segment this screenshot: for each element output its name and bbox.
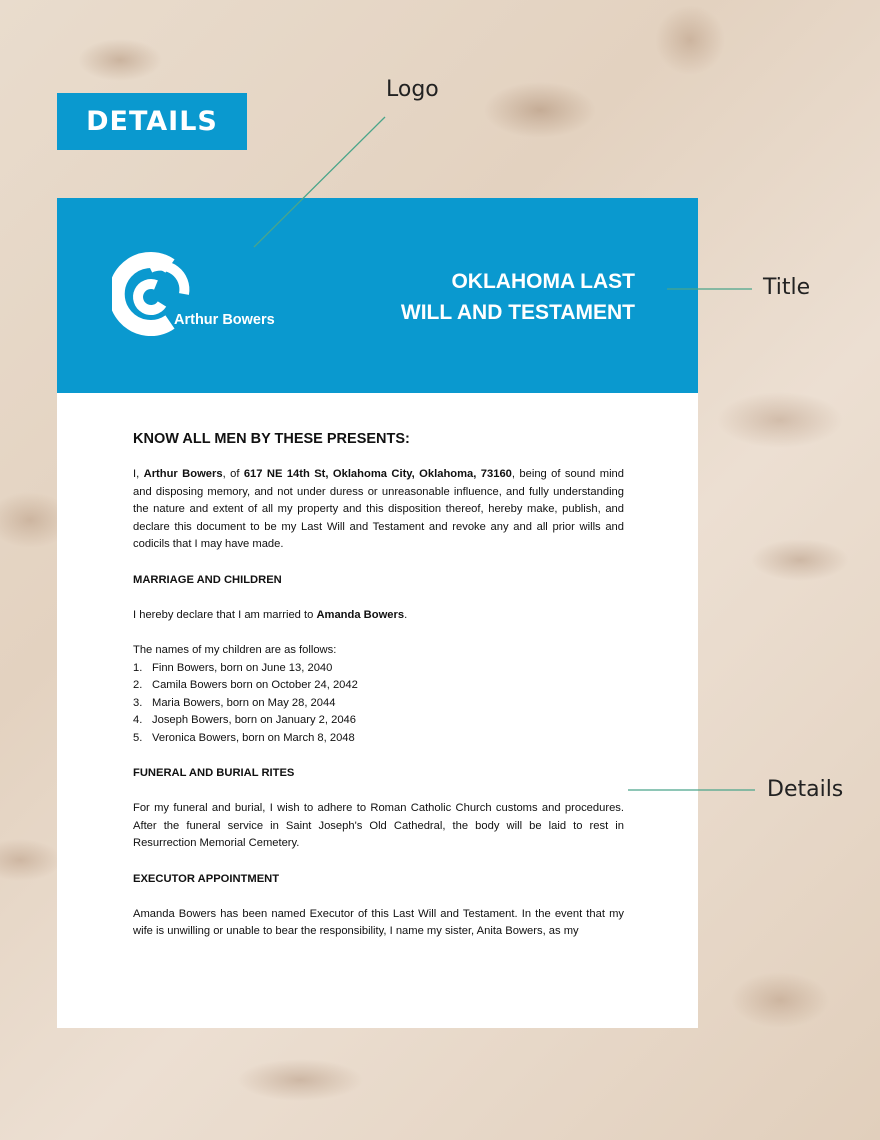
list-item: 1. Finn Bowers, born on June 13, 2040 <box>133 661 333 674</box>
section-heading-marriage: MARRIAGE AND CHILDREN <box>133 573 282 586</box>
section-heading-executor: EXECUTOR APPOINTMENT <box>133 872 280 885</box>
section-heading-funeral: FUNERAL AND BURIAL RITES <box>133 767 295 780</box>
document-title-line-2: WILL AND TESTAMENT <box>400 301 635 324</box>
document-sheet <box>57 198 698 1028</box>
list-item: 5. Veronica Bowers, born on March 8, 2048 <box>133 731 355 744</box>
executor-paragraph: Amanda Bowers has been named Executor of this Last Will and Testament. In the event that my wife is unwilling or unable to bear the responsibility, I name my sister, Anita Bowers, as my <box>133 907 624 938</box>
document-title <box>401 266 635 328</box>
callout-details: Details <box>767 777 844 802</box>
document-header <box>57 198 698 393</box>
list-item: 3. Maria Bowers, born on May 28, 2044 <box>133 696 336 709</box>
intro-paragraph: I, Arthur Bowers, of 617 NE 14th St, Oklahoma City, Oklahoma, 73160, being of sound mind and disposing memory, and not under duress or unreasonable influence, and fully understanding the nature and extent of all my property and this disposition thereof, hereby make, publish, and declare this document to be my Last Will and Testament and revoke any and all prior wills and codicils that I may have made. <box>133 468 624 551</box>
list-item: 2. Camila Bowers born on October 24, 2042 <box>133 679 358 692</box>
callout-logo: Logo <box>386 77 439 102</box>
children-intro: The names of my children are as follows: <box>133 643 337 656</box>
testator-address: 617 NE 14th St, Oklahoma City, Oklahoma, 73160 <box>243 468 512 480</box>
details-badge: DETAILS <box>57 93 247 150</box>
document-body <box>133 430 624 941</box>
children-list <box>133 660 624 748</box>
testator-name: Arthur Bowers <box>143 468 223 480</box>
logo-name: Arthur Bowers <box>174 312 275 328</box>
spouse-name: Amanda Bowers <box>316 608 405 621</box>
funeral-paragraph: For my funeral and burial, I wish to adhere to Roman Catholic Church customs and procedures. After the funeral service in Saint Joseph's Old Cathedral, the body will be laid to rest in Resurrection Memorial Cemetery. <box>133 802 624 850</box>
document-title-line-1: OKLAHOMA LAST <box>451 270 635 293</box>
callout-title: Title <box>763 275 811 300</box>
marriage-paragraph: I hereby declare that I am married to Amanda Bowers. <box>133 608 408 621</box>
main-heading: KNOW ALL MEN BY THESE PRESENTS: <box>133 431 410 447</box>
list-item: 4. Joseph Bowers, born on January 2, 2046 <box>133 714 356 727</box>
